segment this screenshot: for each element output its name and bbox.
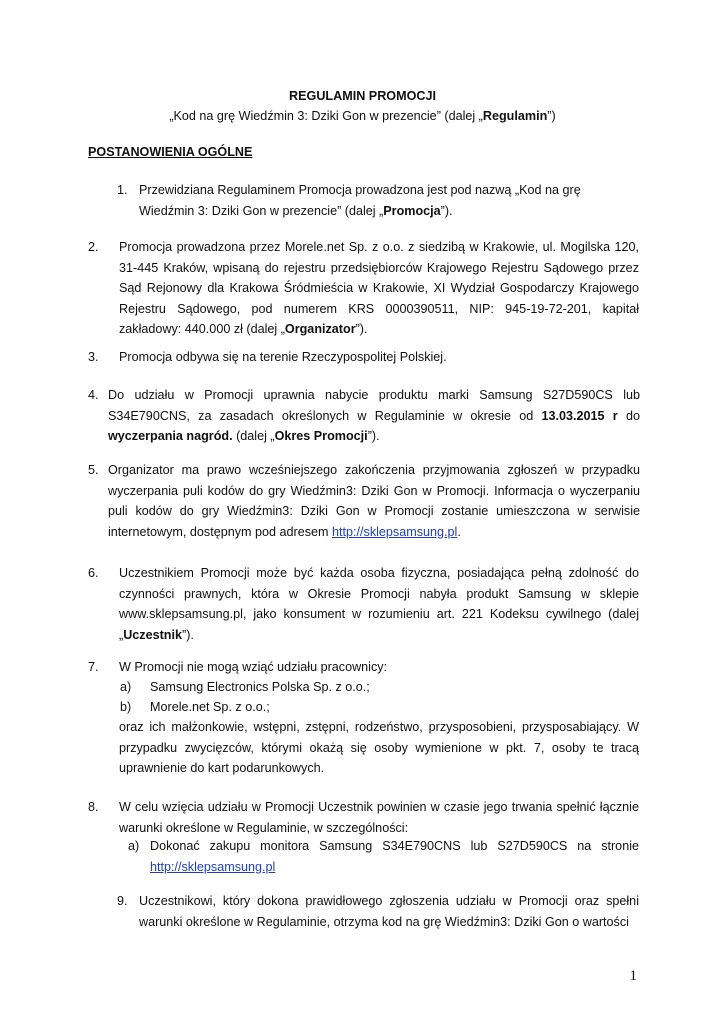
item-1-text xyxy=(139,180,639,221)
subtitle-tail: ”) xyxy=(547,109,556,123)
document-title: REGULAMIN PROMOCJI xyxy=(289,89,436,103)
item-4-until: wyczerpania nagród. xyxy=(108,429,233,443)
item-4-mid2: (dalej „ xyxy=(232,429,275,443)
sklepsamsung-link-2[interactable]: http://sklepsamsung.pl xyxy=(150,859,276,874)
item-7-number: 7. xyxy=(88,660,99,674)
item-5-tail: . xyxy=(457,524,461,539)
item-5-number: 5. xyxy=(88,463,99,477)
item-2-body: Promocja prowadzona przez Morele.net Sp. z o.o. z siedzibą w Krakowie, ul. Mogilska 120, 31-445 Kraków, wpisaną do rejestru przedsiębiorców Krajowego Rejestru Sądowego przez Sąd Rejonowy dla Krakowa Śródmieścia w Krakowie, XI Wydział Gospodarczy Krajowego Rejestru Sądowego, pod numerem KRS 0000390511, NIP: 945-19-72-201, kapitał zakładowy: 440.000 zł (dalej „ xyxy=(119,240,639,336)
item-8-number: 8. xyxy=(88,800,99,814)
item-7a-label: a) xyxy=(120,680,132,694)
item-2-number: 2. xyxy=(88,240,99,254)
item-6-number: 6. xyxy=(88,566,99,580)
item-5-body: Organizator ma prawo wcześniejszego zakończenia przyjmowania zgłoszeń w przypadku wyczerpania puli kodów do gry Wiedźmin3: Dziki Gon w Promocji. Informacja o wyczerpaniu puli kodów do gry Wiedźmin3: Dziki Gon w Promocji zostanie umieszczona w serwisie internetowym, dostępnym pod adresem xyxy=(108,463,640,539)
item-3-text: Promocja odbywa się na terenie Rzeczypospolitej Polskiej. xyxy=(119,350,447,364)
item-9-number: 9. xyxy=(117,894,128,908)
item-1-body: Przewidziana Regulaminem Promocja prowadzona jest pod nazwą „Kod na grę Wiedźmin 3: Dziki Gon w prezencie” (dalej „ xyxy=(139,183,581,218)
item-1-bold: Promocja xyxy=(383,203,441,218)
item-6-text xyxy=(119,563,639,645)
item-4-mid: do xyxy=(617,408,640,423)
item-6-body: Uczestnikiem Promocji może być każda osoba fizyczna, posiadająca pełną zdolność do czynności prawnych, która w Okresie Promocji nabyła produkt Samsung w sklepie www.sklepsamsung.pl, jako konsument w rozumieniu art. 221 Kodeksu cywilnego (dalej „ xyxy=(119,566,639,642)
item-8a-label: a) xyxy=(128,839,140,853)
subtitle-bold: Regulamin xyxy=(482,109,548,123)
item-8a-text xyxy=(150,836,639,877)
item-8a-body: Dokonać zakupu monitora Samsung S34E790CNS lub S27D590CS na stronie xyxy=(150,839,639,853)
item-6-bold: Uczestnik xyxy=(123,627,182,642)
subtitle-text: „Kod na grę Wiedźmin 3: Dziki Gon w prezencie” (dalej „ xyxy=(169,109,483,123)
item-9-text: Uczestnikowi, który dokona prawidłowego zgłoszenia udziału w Promocji oraz spełni warunki określone w Regulaminie, otrzyma kod na grę Wiedźmin3: Dziki Gon o wartości xyxy=(139,894,639,929)
document-subtitle xyxy=(0,106,725,127)
item-4-date: 13.03.2015 r xyxy=(541,408,618,423)
item-1-number: 1. xyxy=(117,183,128,197)
item-2-tail: ”). xyxy=(355,322,368,336)
item-4-tail: ”). xyxy=(367,429,380,443)
item-6-tail: ”). xyxy=(182,627,194,642)
item-7a-text: Samsung Electronics Polska Sp. z o.o.; xyxy=(150,680,370,694)
item-3-number: 3. xyxy=(88,350,99,364)
item-2-bold: Organizator xyxy=(284,322,356,336)
item-7b-text: Morele.net Sp. z o.o.; xyxy=(150,700,270,714)
item-4-defined-term: Okres Promocji xyxy=(274,429,368,443)
item-7-rest: oraz ich małżonkowie, wstępni, zstępni, rodzeństwo, przysposobieni, przysposabiający. W przypadku zwycięzców, którymi okażą się osoby wymienione w pkt. 7, osoby te tracą uprawnienie do kart podarunkowych. xyxy=(119,720,639,775)
item-4-body: Do udziału w Promocji uprawnia nabycie produktu marki Samsung S27D590CS lub S34E790CNS, za zasadach określonych w Regulaminie w okresie od xyxy=(108,388,640,423)
item-2-text xyxy=(119,237,639,340)
item-7-intro: W Promocji nie mogą wziąć udziału pracownicy: xyxy=(119,660,388,674)
item-7b-label: b) xyxy=(120,700,132,714)
item-8-text: W celu wzięcia udziału w Promocji Uczestnik powinien w czasie jego trwania spełnić łącznie warunki określone w Regulaminie, w szczególności: xyxy=(119,800,639,835)
page-number: 1 xyxy=(629,968,637,984)
item-5-text xyxy=(108,460,640,542)
item-4-text xyxy=(108,385,640,447)
section-heading: POSTANOWIENIA OGÓLNE xyxy=(88,145,253,159)
item-1-tail: ”). xyxy=(440,203,453,218)
sklepsamsung-link[interactable]: http://sklepsamsung.pl xyxy=(332,524,458,539)
item-4-number: 4. xyxy=(88,388,99,402)
